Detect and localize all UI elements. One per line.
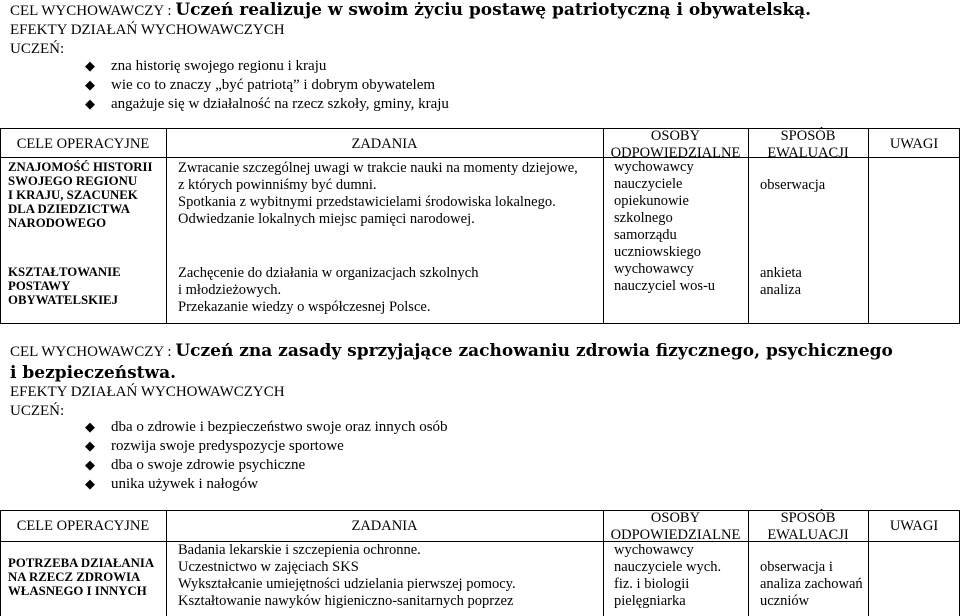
student-label: UCZEŃ: xyxy=(10,41,65,57)
effects-list xyxy=(85,57,565,114)
goal-text: Uczeń zna zasady sprzyjające zachowaniu zdrowia fizycznego, psychicznego xyxy=(175,341,893,361)
evaluation-method: ankieta analiza xyxy=(760,265,802,298)
header-notes: UWAGI xyxy=(889,136,939,152)
header-notes: UWAGI xyxy=(889,518,939,534)
diamond-icon: ◆ xyxy=(85,476,95,491)
diamond-icon: ◆ xyxy=(85,419,95,434)
responsible-persons: wychowawcy nauczyciele opiekunowie szkolnego samorządu uczniowskiego wychowawcy nauczyciel wos-u xyxy=(614,159,716,294)
goal-text-continued: i bezpieczeństwa. xyxy=(10,363,177,383)
list-item: ◆ unika używek i nałogów xyxy=(85,476,259,492)
effects-label: EFEKTY DZIAŁAŃ WYCHOWAWCZYCH xyxy=(10,22,285,38)
goal-prefix: CEL WYCHOWAWCZY : xyxy=(10,344,176,360)
list-item: ◆ rozwija swoje predyspozycje sportowe xyxy=(85,438,344,454)
list-item: ◆ wie co to znaczy „być patriotą” i dobrym obywatelem xyxy=(85,77,436,93)
list-item: ◆ zna historię swojego regionu i kraju xyxy=(85,58,327,74)
effects-label: EFEKTY DZIAŁAŃ WYCHOWAWCZYCH xyxy=(10,384,285,400)
header-evaluation: SPOSÓB EWALUACJI xyxy=(767,510,849,543)
table-border xyxy=(166,128,167,323)
evaluation-method: obserwacja xyxy=(760,177,826,193)
goal-heading-2 xyxy=(10,341,893,361)
operational-goal: KSZTAŁTOWANIE POSTAWY OBYWATELSKIEJ xyxy=(8,265,121,307)
list-item: ◆ dba o zdrowie i bezpieczeństwo swoje oraz innych osób xyxy=(85,419,448,435)
diamond-icon: ◆ xyxy=(85,77,95,92)
diamond-icon: ◆ xyxy=(85,438,95,453)
header-persons: OSOBY ODPOWIEDZIALNE xyxy=(610,510,741,543)
diamond-icon: ◆ xyxy=(85,58,95,73)
student-label: UCZEŃ: xyxy=(10,403,65,419)
goal-prefix: CEL WYCHOWAWCZY : xyxy=(10,3,176,19)
operational-goal: POTRZEBA DZIAŁANIA NA RZECZ ZDROWIA WŁASNEGO I INNYCH xyxy=(8,556,155,598)
effects-list xyxy=(85,418,565,494)
table-border xyxy=(0,128,1,323)
evaluation-method: obserwacja i analiza zachowań uczniów xyxy=(760,559,863,609)
goal-text: Uczeń realizuje w swoim życiu postawę patriotyczną i obywatelską. xyxy=(175,0,812,20)
header-goals: CELE OPERACYJNE xyxy=(16,518,150,534)
header-persons: OSOBY ODPOWIEDZIALNE xyxy=(610,128,741,161)
header-tasks: ZADANIA xyxy=(351,136,418,152)
goal-heading-1 xyxy=(10,0,811,20)
tasks-block: Zachęcenie do działania w organizacjach szkolnych i młodzieżowych. Przekazanie wiedzy o współczesnej Polsce. xyxy=(178,265,479,315)
header-tasks: ZADANIA xyxy=(351,518,418,534)
list-item: ◆ angażuje się w działalność na rzecz szkoły, gminy, kraju xyxy=(85,96,449,112)
diamond-icon: ◆ xyxy=(85,457,95,472)
table-border xyxy=(0,323,960,324)
diamond-icon: ◆ xyxy=(85,96,95,111)
header-evaluation: SPOSÓB EWALUACJI xyxy=(767,128,849,161)
list-item: ◆ dba o swoje zdrowie psychiczne xyxy=(85,457,306,473)
responsible-persons: wychowawcy nauczyciele wych. fiz. i biologii pielęgniarka xyxy=(614,542,722,609)
tasks-block: Zwracanie szczególnej uwagi w trakcie nauki na momenty dziejowe, z których powinniśmy być dumni. Spotkania z wybitnymi przedstawicielami środowiska lokalnego. Odwiedzanie lokalnych miejsc pamięci narodowej. xyxy=(178,160,578,227)
operational-goal: ZNAJOMOŚĆ HISTORII SWOJEGO REGIONU I KRAJU, SZACUNEK DLA DZIEDZICTWA NARODOWEGO xyxy=(8,160,153,230)
tasks-block: Badania lekarskie i szczepienia ochronne. Uczestnictwo w zajęciach SKS Wykształcanie umiejętności udzielania pierwszej pomocy. Kształtowanie nawyków higieniczno-sanitarnych poprzez xyxy=(178,542,516,609)
header-goals: CELE OPERACYJNE xyxy=(16,136,150,152)
table-border xyxy=(868,128,869,323)
